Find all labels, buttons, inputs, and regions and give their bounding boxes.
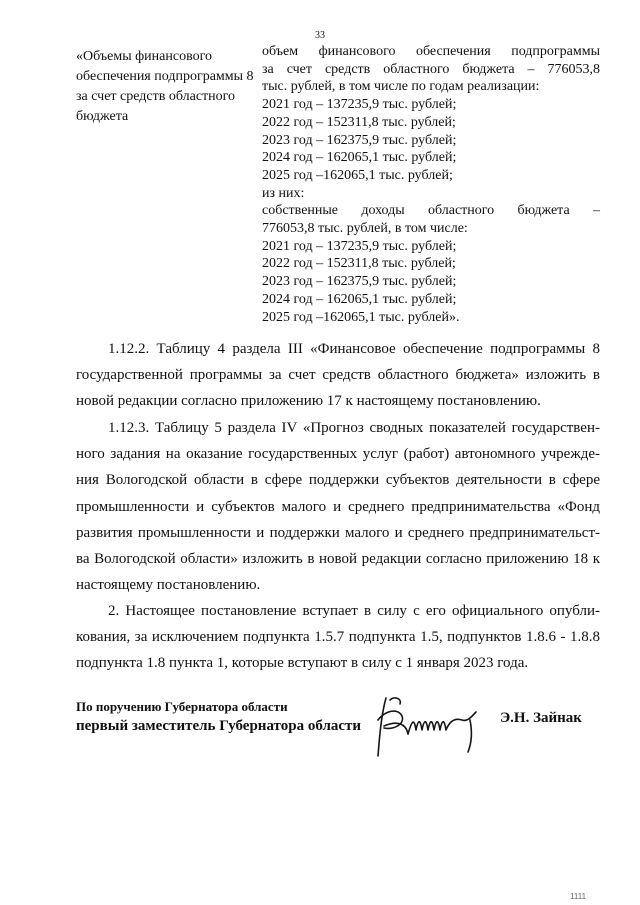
table-right-line: из них: — [262, 185, 305, 201]
table-right-line: 2023 год – 162375,9 тыс. рублей; — [262, 132, 457, 148]
page-number: 33 — [315, 30, 325, 41]
table-right-line: 2021 год – 137235,9 тыс. рублей; — [262, 97, 457, 113]
handwritten-signature — [372, 690, 484, 760]
table-right-line: собственные доходы областного бюджета – — [262, 203, 600, 219]
table-right-cell — [262, 43, 600, 326]
table-right-line: 2024 год – 162065,1 тыс. рублей; — [262, 291, 457, 307]
table-right-line: 2021 год – 137235,9 тыс. рублей; — [262, 238, 457, 254]
table-right-line: 2025 год –162065,1 тыс. рублей; — [262, 167, 453, 183]
table-right-line: 776053,8 тыс. рублей, в том числе: — [262, 221, 468, 237]
signature-line-2: первый заместитель Губернатора области — [76, 718, 362, 734]
paragraph-1-12-2: 1.12.2. Таблицу 4 раздела III «Финансовое обеспечение подпрограммы 8 государственной программы за счет средств областного бюджета» изложить в новой редакции согласно приложению 17 к настоящему постановлению. — [76, 341, 600, 410]
table-left-cell: «Объемы финансового обеспечения подпрограммы 8 за счет средств областного бюджета — [76, 49, 254, 124]
footer-code: 1111 — [570, 892, 587, 901]
table-right-line: объем финансового обеспечения подпрограммы — [262, 44, 600, 59]
table-right-line: 2022 год – 152311,8 тыс. рублей; — [262, 114, 456, 130]
table-right-line: тыс. рублей, в том числе по годам реализации: — [262, 79, 540, 95]
table-right-line: за счет средств областного бюджета – 776053,8 — [262, 61, 600, 77]
signer-name: Э.Н. Зайнак — [500, 710, 582, 726]
signature-block — [76, 698, 361, 736]
paragraph-1-12-3: 1.12.3. Таблицу 5 раздела IV «Прогноз сводных показателей государствен-ного задания на оказание государственных услуг (работ) автономного учрежде-ния Вологодской области в сфере поддержки субъектов деятельности в сфере промышленности и субъектов малого и среднего предпринимательства «Фонд развития промышленности и поддержки малого и среднего предпринимательст-ва Вологодской области» изложить в новой редакции согласно приложению 18 к настоящему постановлению. — [76, 420, 600, 594]
table-right-line: 2025 год –162065,1 тыс. рублей». — [262, 309, 460, 325]
table-right-line: 2022 год – 152311,8 тыс. рублей; — [262, 256, 456, 272]
paragraph-2: 2. Настоящее постановление вступает в силу с его официального опубли-кования, за исключением подпункта 1.5.7 подпункта 1.5, подпунктов 1.8.6 - 1.8.8 подпункта 1.8 пункта 1, которые вступают в силу с 1 января 2023 года. — [76, 603, 600, 672]
signature-line-1: По поручению Губернатора области — [76, 699, 288, 714]
table-right-line: 2023 год – 162375,9 тыс. рублей; — [262, 274, 457, 290]
table-right-line: 2024 год – 162065,1 тыс. рублей; — [262, 150, 457, 166]
